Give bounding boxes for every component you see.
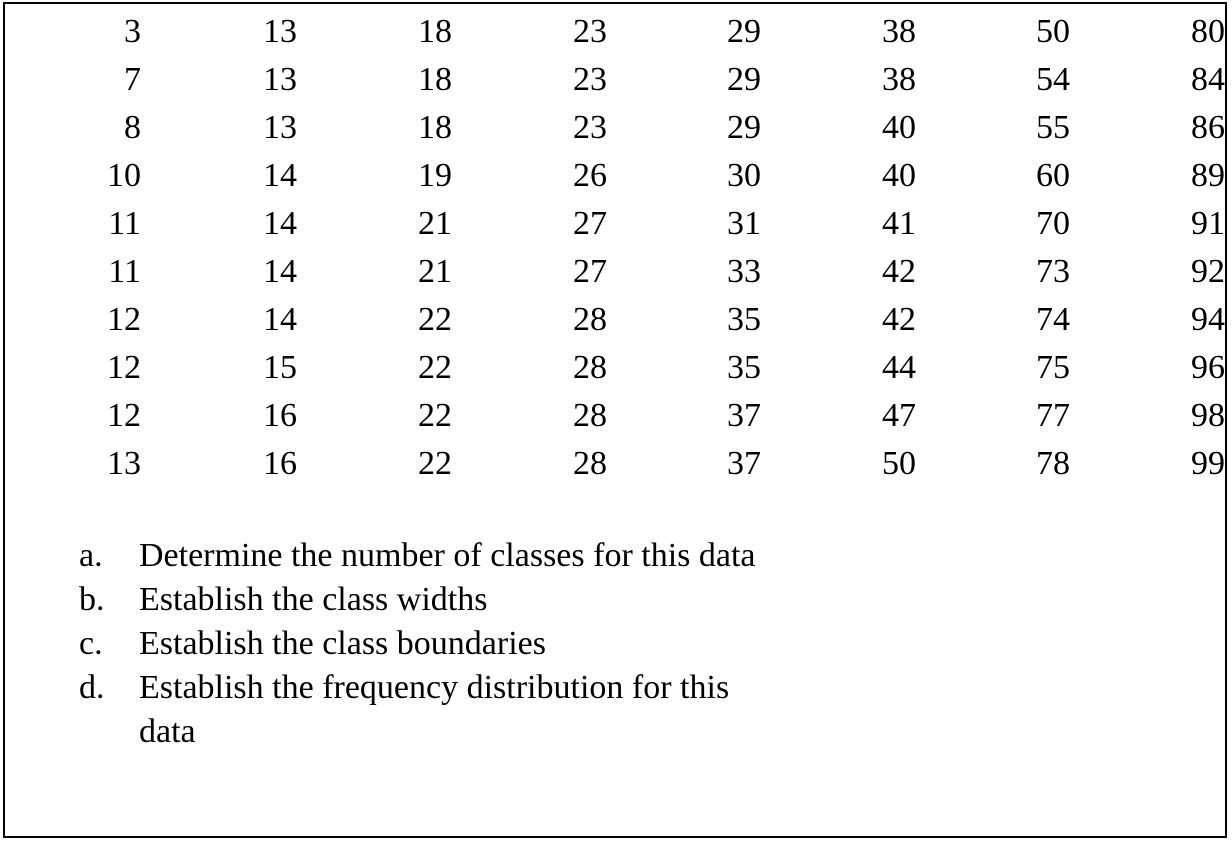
table-cell: 38	[882, 13, 916, 50]
table-row	[5, 152, 1225, 200]
table-cell: 70	[1036, 205, 1070, 242]
table-cell: 18	[418, 109, 452, 146]
table-cell: 21	[418, 205, 452, 242]
table-cell: 19	[418, 157, 452, 194]
table-cell: 33	[727, 253, 761, 290]
table-cell: 13	[263, 109, 297, 146]
table-cell: 12	[107, 349, 141, 386]
table-cell: 3	[124, 13, 141, 50]
table-cell: 91	[1191, 205, 1225, 242]
table-cell: 77	[1036, 397, 1070, 434]
data-table-body	[5, 8, 1225, 488]
table-cell: 13	[263, 13, 297, 50]
question-item	[79, 622, 779, 666]
table-cell: 41	[882, 205, 916, 242]
table-cell: 74	[1036, 301, 1070, 338]
table-cell: 29	[727, 61, 761, 98]
table-cell: 75	[1036, 349, 1070, 386]
table-cell: 15	[263, 349, 297, 386]
table-cell: 98	[1191, 397, 1225, 434]
table-cell: 60	[1036, 157, 1070, 194]
table-cell: 7	[124, 61, 141, 98]
document-frame	[3, 2, 1227, 838]
table-row	[5, 56, 1225, 104]
table-cell: 42	[882, 301, 916, 338]
table-cell: 28	[573, 445, 607, 482]
table-row	[5, 296, 1225, 344]
table-cell: 99	[1191, 445, 1225, 482]
table-cell: 22	[418, 445, 452, 482]
table-cell: 44	[882, 349, 916, 386]
table-cell: 92	[1191, 253, 1225, 290]
table-cell: 23	[573, 109, 607, 146]
table-row	[5, 248, 1225, 296]
table-cell: 86	[1191, 109, 1225, 146]
question-letter: c.	[79, 625, 103, 662]
table-cell: 16	[263, 397, 297, 434]
table-cell: 37	[727, 397, 761, 434]
table-cell: 28	[573, 349, 607, 386]
question-text: Establish the frequency distribution for this data	[139, 669, 730, 750]
table-cell: 14	[263, 205, 297, 242]
table-cell: 40	[882, 109, 916, 146]
table-cell: 29	[727, 13, 761, 50]
table-cell: 55	[1036, 109, 1070, 146]
table-cell: 14	[263, 157, 297, 194]
question-item	[79, 534, 779, 578]
table-cell: 23	[573, 61, 607, 98]
question-letter: a.	[79, 537, 103, 574]
question-text: Establish the class boundaries	[139, 625, 546, 662]
question-text: Determine the number of classes for this data	[139, 537, 756, 574]
question-item	[79, 578, 779, 622]
table-cell: 11	[108, 205, 141, 242]
question-letter: b.	[79, 581, 105, 618]
table-cell: 22	[418, 301, 452, 338]
question-letter: d.	[79, 669, 105, 706]
table-cell: 28	[573, 301, 607, 338]
question-item	[79, 666, 779, 754]
table-cell: 78	[1036, 445, 1070, 482]
table-cell: 22	[418, 349, 452, 386]
table-cell: 28	[573, 397, 607, 434]
table-cell: 14	[263, 253, 297, 290]
table-cell: 10	[107, 157, 141, 194]
table-cell: 18	[418, 61, 452, 98]
table-row	[5, 344, 1225, 392]
table-cell: 35	[727, 301, 761, 338]
table-cell: 8	[124, 109, 141, 146]
table-cell: 47	[882, 397, 916, 434]
question-text: Establish the class widths	[139, 581, 488, 618]
table-cell: 37	[727, 445, 761, 482]
table-cell: 29	[727, 109, 761, 146]
table-cell: 27	[573, 205, 607, 242]
table-row	[5, 392, 1225, 440]
table-cell: 16	[263, 445, 297, 482]
table-cell: 96	[1191, 349, 1225, 386]
table-cell: 89	[1191, 157, 1225, 194]
data-table	[5, 8, 1225, 488]
table-cell: 42	[882, 253, 916, 290]
table-row	[5, 104, 1225, 152]
question-list	[79, 534, 779, 754]
table-cell: 30	[727, 157, 761, 194]
table-cell: 84	[1191, 61, 1225, 98]
table-cell: 13	[263, 61, 297, 98]
table-cell: 27	[573, 253, 607, 290]
table-cell: 11	[108, 253, 141, 290]
table-cell: 40	[882, 157, 916, 194]
table-cell: 12	[107, 397, 141, 434]
table-cell: 23	[573, 13, 607, 50]
table-cell: 73	[1036, 253, 1070, 290]
table-cell: 50	[882, 445, 916, 482]
table-cell: 12	[107, 301, 141, 338]
table-row	[5, 440, 1225, 488]
table-cell: 35	[727, 349, 761, 386]
table-cell: 21	[418, 253, 452, 290]
table-cell: 26	[573, 157, 607, 194]
table-cell: 38	[882, 61, 916, 98]
table-row	[5, 8, 1225, 56]
table-cell: 80	[1191, 13, 1225, 50]
table-cell: 31	[727, 205, 761, 242]
table-cell: 94	[1191, 301, 1225, 338]
table-row	[5, 200, 1225, 248]
table-cell: 14	[263, 301, 297, 338]
table-cell: 22	[418, 397, 452, 434]
table-cell: 13	[107, 445, 141, 482]
table-cell: 54	[1036, 61, 1070, 98]
table-cell: 50	[1036, 13, 1070, 50]
table-cell: 18	[418, 13, 452, 50]
